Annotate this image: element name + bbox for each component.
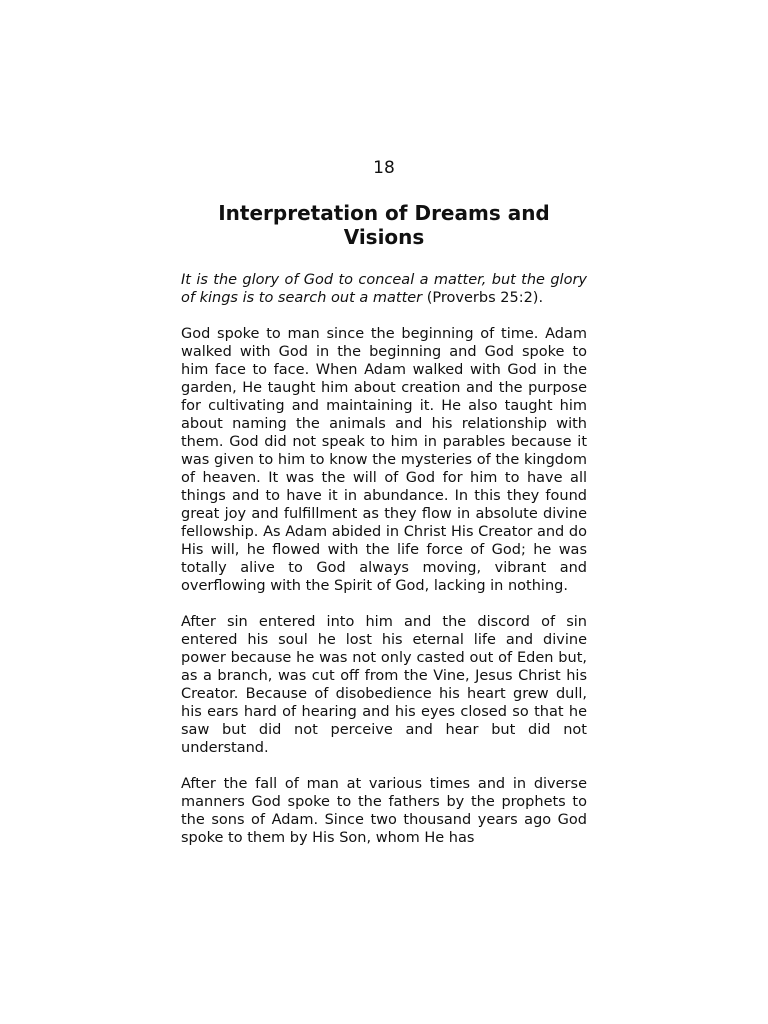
chapter-title: Interpretation of Dreams and Visions [218,201,550,249]
chapter-number: 18 [373,158,395,178]
paragraph: God spoke to man since the beginning of time. Adam walked with God in the beginning and God spoke to him face to face. When Adam walked with God in the garden, He taught him about creation and the purpose for cultivating and maintaining it. He also taught him about naming the animals and his relationship with them. God did not speak to him in parables because it was given to him to know the mysteries of the kingdom of heaven. It was the will of God for him to have all things and to have it in abundance. In this they found great joy and fulfillment as they flow in absolute divine fellowship. As Adam abided in Christ His Creator and do His will, he flowed with the life force of God; he was totally alive to God always moving, vibrant and overflowing with the Spirit of God, lacking in nothing. [181,326,587,594]
epigraph [181,271,587,307]
paragraph: After sin entered into him and the discord of sin entered his soul he lost his eternal life and divine power because he was not only casted out of Eden but, as a branch, was cut off from the Vine, Jesus Christ his Creator. Because of disobedience his heart grew dull, his ears hard of hearing and his eyes closed so that he saw but did not perceive and hear but did not understand. [181,614,587,756]
epigraph-citation: (Proverbs 25:2). [422,290,544,306]
epigraph-quote: It is the glory of God to conceal a matter, but the glory of kings is to search out a matter [181,272,587,306]
chapter-body [181,271,587,847]
document-page [181,156,587,865]
paragraph: After the fall of man at various times and in diverse manners God spoke to the fathers by the prophets to the sons of Adam. Since two thousand years ago God spoke to them by His Son, whom He has [181,776,587,846]
